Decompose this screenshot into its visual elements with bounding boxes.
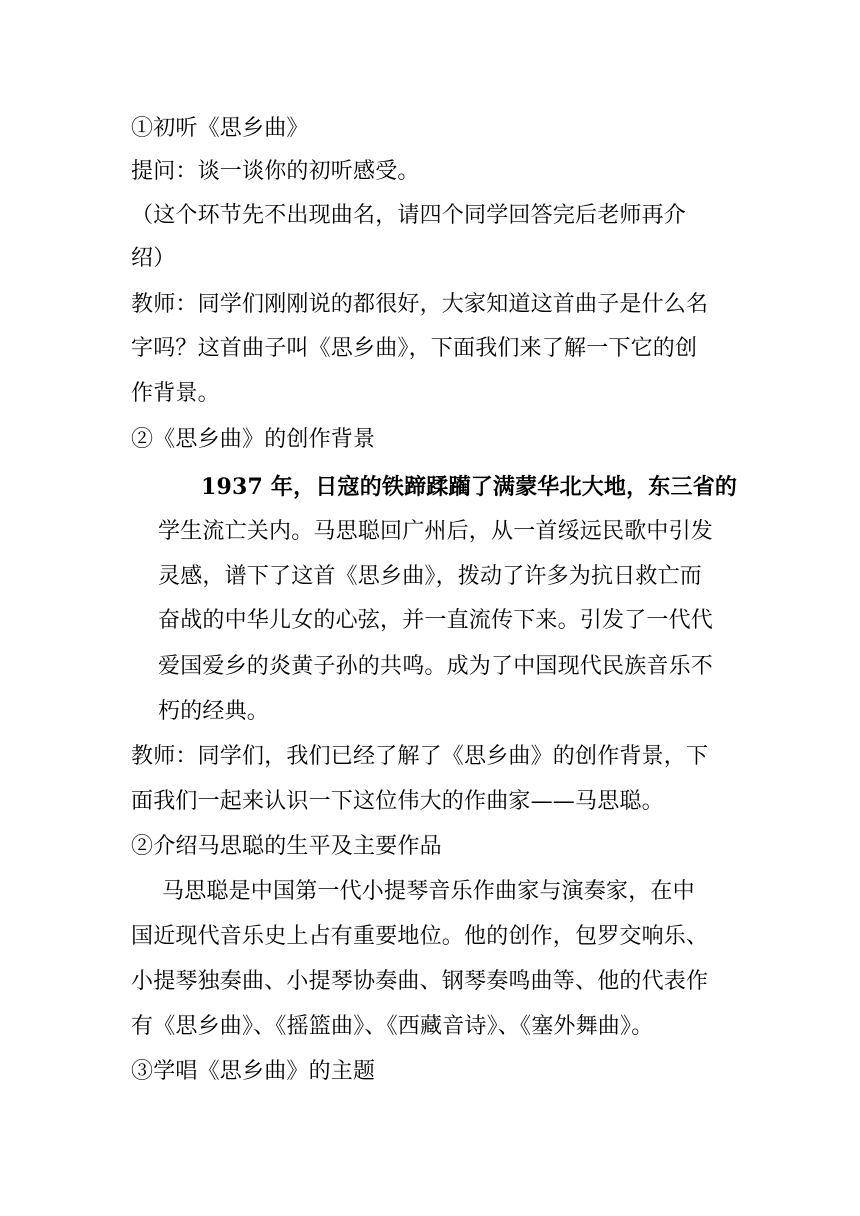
section-heading-composer: ②介绍马思聪的生平及主要作品	[131, 834, 442, 859]
composer-para-line-2: 国近现代音乐史上占有重要地位。他的创作，包罗交响乐、	[131, 924, 709, 949]
question-line: 提问：谈一谈你的初听感受。	[131, 159, 420, 184]
background-para-line-4: 奋战的中华儿女的心弦，并一直流传下来。引发了一代代	[158, 608, 714, 633]
composer-para-line-1: 马思聪是中国第一代小提琴音乐作曲家与演奏家，在中	[162, 879, 695, 904]
instruction-line-2: 绍）	[131, 246, 176, 271]
instruction-line-1: （这个环节先不出现曲名，请四个同学回答完后老师再介	[131, 203, 687, 228]
composer-para-line-3: 小提琴独奏曲、小提琴协奏曲、钢琴奏鸣曲等、他的代表作	[131, 969, 709, 994]
background-para-line-6: 朽的经典。	[158, 699, 270, 724]
teacher-transition-line-2: 面我们一起来认识一下这位伟大的作曲家——马思聪。	[131, 789, 664, 814]
background-para-line-2: 学生流亡关内。马思聪回广州后，从一首绥远民歌中引发	[158, 519, 714, 544]
teacher-transition-line-1: 教师：同学们，我们已经了解了《思乡曲》的创作背景，下	[131, 744, 709, 769]
teacher-line-2: 字吗？这首曲子叫《思乡曲》，下面我们来了解一下它的创	[131, 336, 698, 361]
background-para-line-5: 爱国爱乡的炎黄子孙的共鸣。成为了中国现代民族音乐不	[158, 654, 714, 679]
teacher-line-1: 教师：同学们刚刚说的都很好，大家知道这首曲子是什么名	[131, 292, 709, 317]
section-heading-background: ②《思乡曲》的创作背景	[131, 427, 376, 452]
section-heading-first-listen: ①初听《思乡曲》	[131, 116, 309, 141]
background-para-line-3: 灵感，谱下了这首《思乡曲》，拨动了许多为抗日救亡而	[158, 564, 703, 589]
composer-para-line-4: 有《思乡曲》、《摇篮曲》、《西藏音诗》、《塞外舞曲》。	[131, 1014, 654, 1039]
background-para-line-1: 1937 年，日寇的铁蹄蹂躏了满蒙华北大地，东三省的	[201, 474, 738, 500]
section-heading-sing: ③学唱《思乡曲》的主题	[131, 1059, 376, 1084]
teacher-line-3: 作背景。	[131, 381, 220, 406]
